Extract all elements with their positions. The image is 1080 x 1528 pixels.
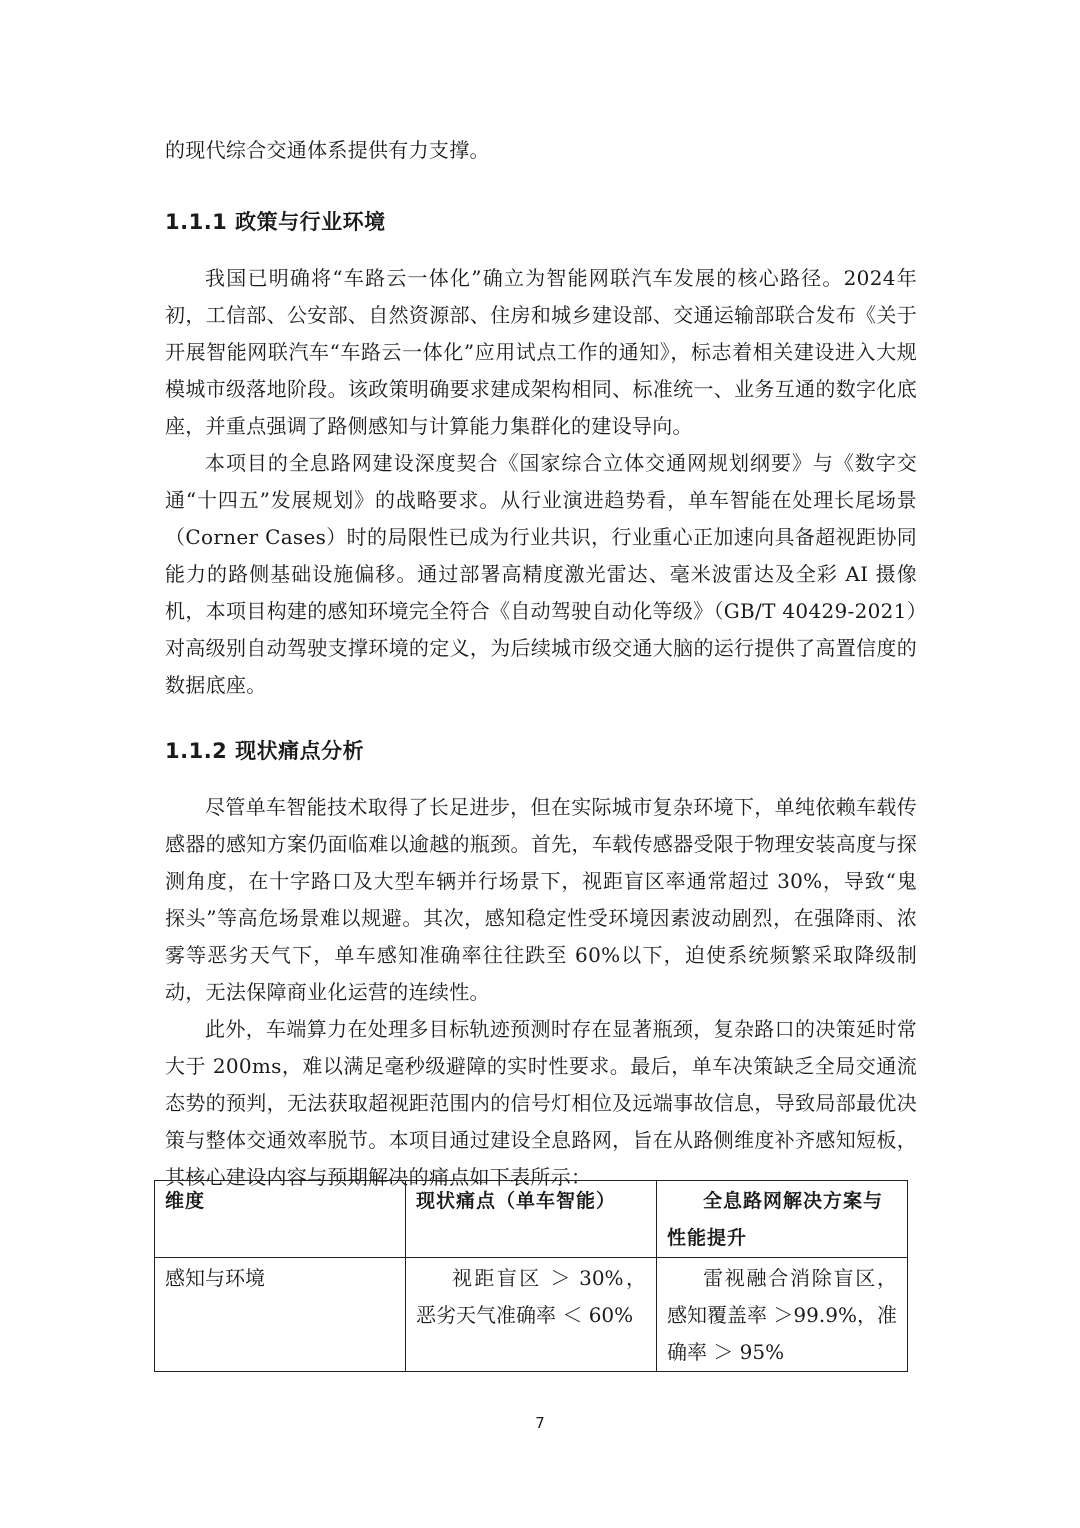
table-cell-current-pain: 视距盲区 ＞ 30%，恶劣天气准确率 ＜ 60% bbox=[405, 1258, 656, 1372]
paragraph-pain-2: 此外，车端算力在处理多目标轨迹预测时存在显著瓶颈，复杂路口的决策延时常大于 200ms，难以满足毫秒级避障的实时性要求。最后，单车决策缺乏全局交通流态势的预判，无法获取超视距范围内的信号灯相位及远端事故信息，导致局部最优决策与整体交通效率脱节。本项目通过建设全息路网，旨在从路侧维度补齐感知短板，其核心建设内容与预期解决的痛点如下表所示： bbox=[165, 1017, 917, 1189]
table-cell-solution: 雷视融合消除盲区，感知覆盖率 ＞99.9%，准确率 ＞ 95% bbox=[656, 1258, 907, 1372]
table-row bbox=[155, 1258, 908, 1372]
document-body bbox=[165, 132, 917, 1196]
table-header-solution bbox=[656, 1181, 907, 1258]
table-header-current-pain: 现状痛点（单车智能） bbox=[405, 1181, 656, 1258]
table-header-solution-text: 全息路网解决方案与性能提升 bbox=[666, 1190, 883, 1249]
pain-point-table bbox=[154, 1180, 908, 1372]
paragraph-policy-2: 本项目的全息路网建设深度契合《国家综合立体交通网规划纲要》与《数字交通“十四五”发展规划》的战略要求。从行业演进趋势看，单车智能在处理长尾场景（Corner Cases）时的局限性已成为行业共识，行业重心正加速向具备超视距协同能力的路侧基础设施偏移。通过部署高精度激光雷达、毫米波雷达及全彩 AI 摄像机，本项目构建的感知环境完全符合《自动驾驶自动化等级》（GB/T 40429-2021）对高级别自动驾驶支撑环境的定义，为后续城市级交通大脑的运行提供了高置信度的数据底座。 bbox=[165, 451, 917, 697]
section-heading-policy: 1.1.1 政策与行业环境 bbox=[165, 210, 386, 234]
continuation-paragraph: 的现代综合交通体系提供有力支撑。 bbox=[165, 138, 490, 162]
table-cell-dimension: 感知与环境 bbox=[155, 1258, 406, 1372]
section-heading-pain-points: 1.1.2 现状痛点分析 bbox=[165, 739, 365, 763]
paragraph-policy-1: 我国已明确将“车路云一体化”确立为智能网联汽车发展的核心路径。2024年初，工信部、公安部、自然资源部、住房和城乡建设部、交通运输部联合发布《关于开展智能网联汽车“车路云一体化”应用试点工作的通知》，标志着相关建设进入大规模城市级落地阶段。该政策明确要求建成架构相同、标准统一、业务互通的数字化底座，并重点强调了路侧感知与计算能力集群化的建设导向。 bbox=[165, 266, 917, 438]
page-number: 7 bbox=[535, 1414, 545, 1432]
paragraph-pain-1: 尽管单车智能技术取得了长足进步，但在实际城市复杂环境下，单纯依赖车载传感器的感知方案仍面临难以逾越的瓶颈。首先，车载传感器受限于物理安装高度与探测角度，在十字路口及大型车辆并行场景下，视距盲区率通常超过 30%，导致“鬼探头”等高危场景难以规避。其次，感知稳定性受环境因素波动剧烈，在强降雨、浓雾等恶劣天气下，单车感知准确率往往跌至 60%以下，迫使系统频繁采取降级制动，无法保障商业化运营的连续性。 bbox=[165, 795, 917, 1004]
table-header-dimension: 维度 bbox=[155, 1181, 406, 1258]
table-header-row bbox=[155, 1181, 908, 1258]
